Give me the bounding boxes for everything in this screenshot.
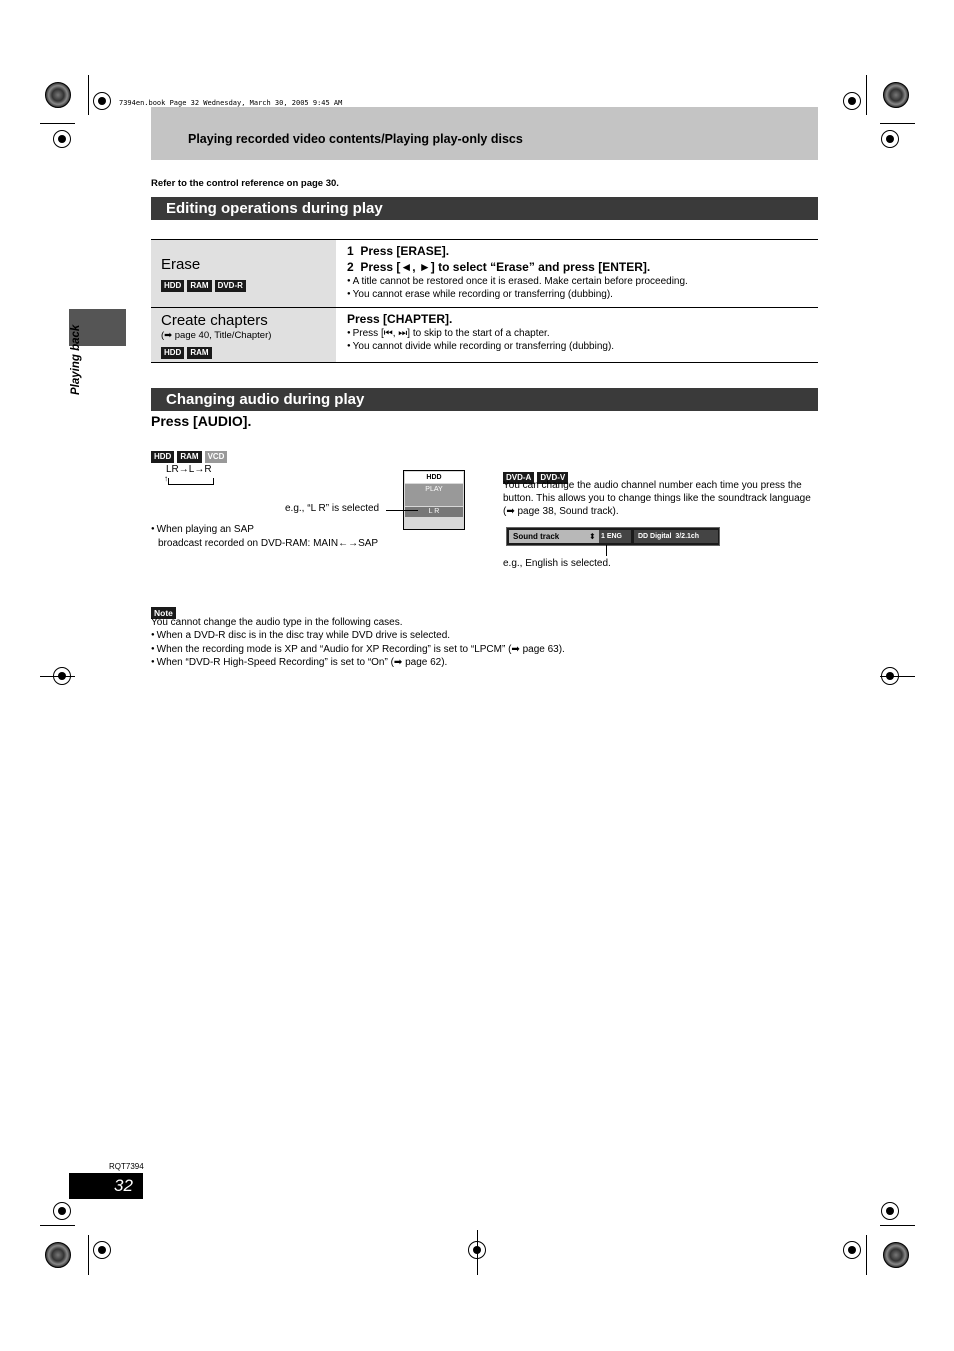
eg-right-pointer	[606, 545, 607, 556]
osd-screen-channel: L R	[405, 507, 463, 517]
registration-target-icon	[45, 1242, 71, 1268]
registration-target-icon	[45, 82, 71, 108]
crosshair-icon	[881, 130, 899, 148]
osd-screen-mode: PLAY	[405, 484, 463, 506]
osd-screen-top: HDD	[405, 472, 463, 483]
crosshair-icon	[53, 1202, 71, 1220]
chapters-step-1: Press [CHAPTER].	[347, 312, 453, 326]
eg-left: e.g., “L R” is selected	[285, 503, 380, 514]
audio-cycle: LR→L→R	[166, 464, 212, 475]
note-intro: You cannot change the audio type in the following cases.	[151, 617, 403, 628]
sap-line-2: broadcast recorded on DVD-RAM: MAIN←→SAP	[158, 538, 379, 549]
erase-step-2: 2 Press [◄, ►] to select “Erase” and press [ENTER].	[347, 260, 651, 274]
chapters-name: Create chapters	[161, 312, 268, 329]
registration-target-icon	[883, 1242, 909, 1268]
registration-target-icon	[883, 82, 909, 108]
erase-bullet-2: ● You cannot erase while recording or transferring (dubbing).	[347, 288, 812, 301]
editing-section-title: Editing operations during play	[151, 197, 818, 220]
erase-name: Erase	[161, 256, 201, 273]
badge-dvd-r: DVD-R	[215, 280, 246, 292]
note-badge: Note	[151, 603, 179, 621]
refer-note: Refer to the control reference on page 30.	[151, 178, 339, 189]
crosshair-icon	[881, 1202, 899, 1220]
print-info: 7394en.book Page 32 Wednesday, March 30, 2005 9:45 AM	[119, 99, 343, 107]
badge-ram: RAM	[177, 451, 201, 463]
audio-section-title: Changing audio during play	[151, 388, 818, 411]
osd-screen	[403, 470, 465, 530]
press-audio: Press [AUDIO].	[151, 413, 252, 429]
chapters-content-cell	[347, 311, 812, 353]
eg-left-pointer	[386, 510, 418, 511]
crosshair-icon	[843, 92, 861, 110]
sound-track-osd	[506, 527, 720, 546]
chapters-sub: (➡ page 40, Title/Chapter)	[161, 330, 272, 341]
erase-bullet-1: ● A title cannot be restored once it is erased. Make certain before proceeding.	[347, 275, 812, 288]
crosshair-icon	[53, 130, 71, 148]
erase-label-cell	[151, 240, 336, 307]
osd-updown-icon: ⬍	[589, 532, 596, 541]
audio-right-text: You can change the audio channel number each time you press the button. This allows you to change things like the soundtrack language (➡ page 38, Sound track).	[503, 480, 811, 517]
badge-hdd: HDD	[151, 451, 174, 463]
eg-right: e.g., English is selected.	[503, 558, 611, 569]
osd-value: 1 ENG	[599, 530, 631, 543]
erase-badges	[161, 275, 326, 293]
footer-code: RQT7394	[109, 1162, 144, 1171]
crosshair-icon	[93, 92, 111, 110]
chapters-badges	[161, 342, 326, 360]
badge-hdd: HDD	[161, 280, 184, 292]
crosshair-icon	[843, 1241, 861, 1259]
note-item-3: ● When “DVD-R High-Speed Recording” is set to “On” (➡ page 62).	[151, 656, 447, 669]
chapters-bullet-2: ● You cannot divide while recording or transferring (dubbing).	[347, 340, 812, 353]
badge-ram: RAM	[187, 347, 211, 359]
sap-line-1: ● When playing an SAP	[151, 523, 254, 536]
badge-ram: RAM	[187, 280, 211, 292]
note-item-2: ● When the recording mode is XP and “Audio for XP Recording” is set to “LPCM” (➡ page 63).	[151, 643, 565, 656]
osd-label: Sound track	[509, 530, 599, 543]
badge-dvd-a: DVD-A	[503, 472, 534, 484]
note-item-1: ● When a DVD-R disc is in the disc tray while DVD drive is selected.	[151, 629, 450, 642]
erase-content-cell	[347, 243, 812, 301]
erase-step-1: 1 Press [ERASE].	[347, 244, 450, 258]
badge-dvd-v: DVD-V	[537, 472, 568, 484]
crosshair-icon	[93, 1241, 111, 1259]
badge-hdd: HDD	[161, 347, 184, 359]
chapters-label-cell	[151, 308, 336, 362]
header-title: Playing recorded video contents/Playing play-only discs	[188, 132, 523, 146]
side-tab-label: Playing back	[70, 324, 82, 395]
editing-table-bottom-rule	[151, 362, 818, 363]
cycle-arrow-head-icon: ↑	[164, 474, 168, 483]
audio-left-badges	[151, 446, 230, 464]
cycle-return-arrow	[168, 478, 214, 485]
osd-format: DD Digital 3/2.1ch	[634, 530, 718, 543]
page-number: 32	[114, 1176, 133, 1195]
chapters-bullet-1: ● Press [⏮, ⏭] to skip to the start of a chapter.	[347, 327, 812, 340]
badge-vcd: VCD	[205, 451, 228, 463]
